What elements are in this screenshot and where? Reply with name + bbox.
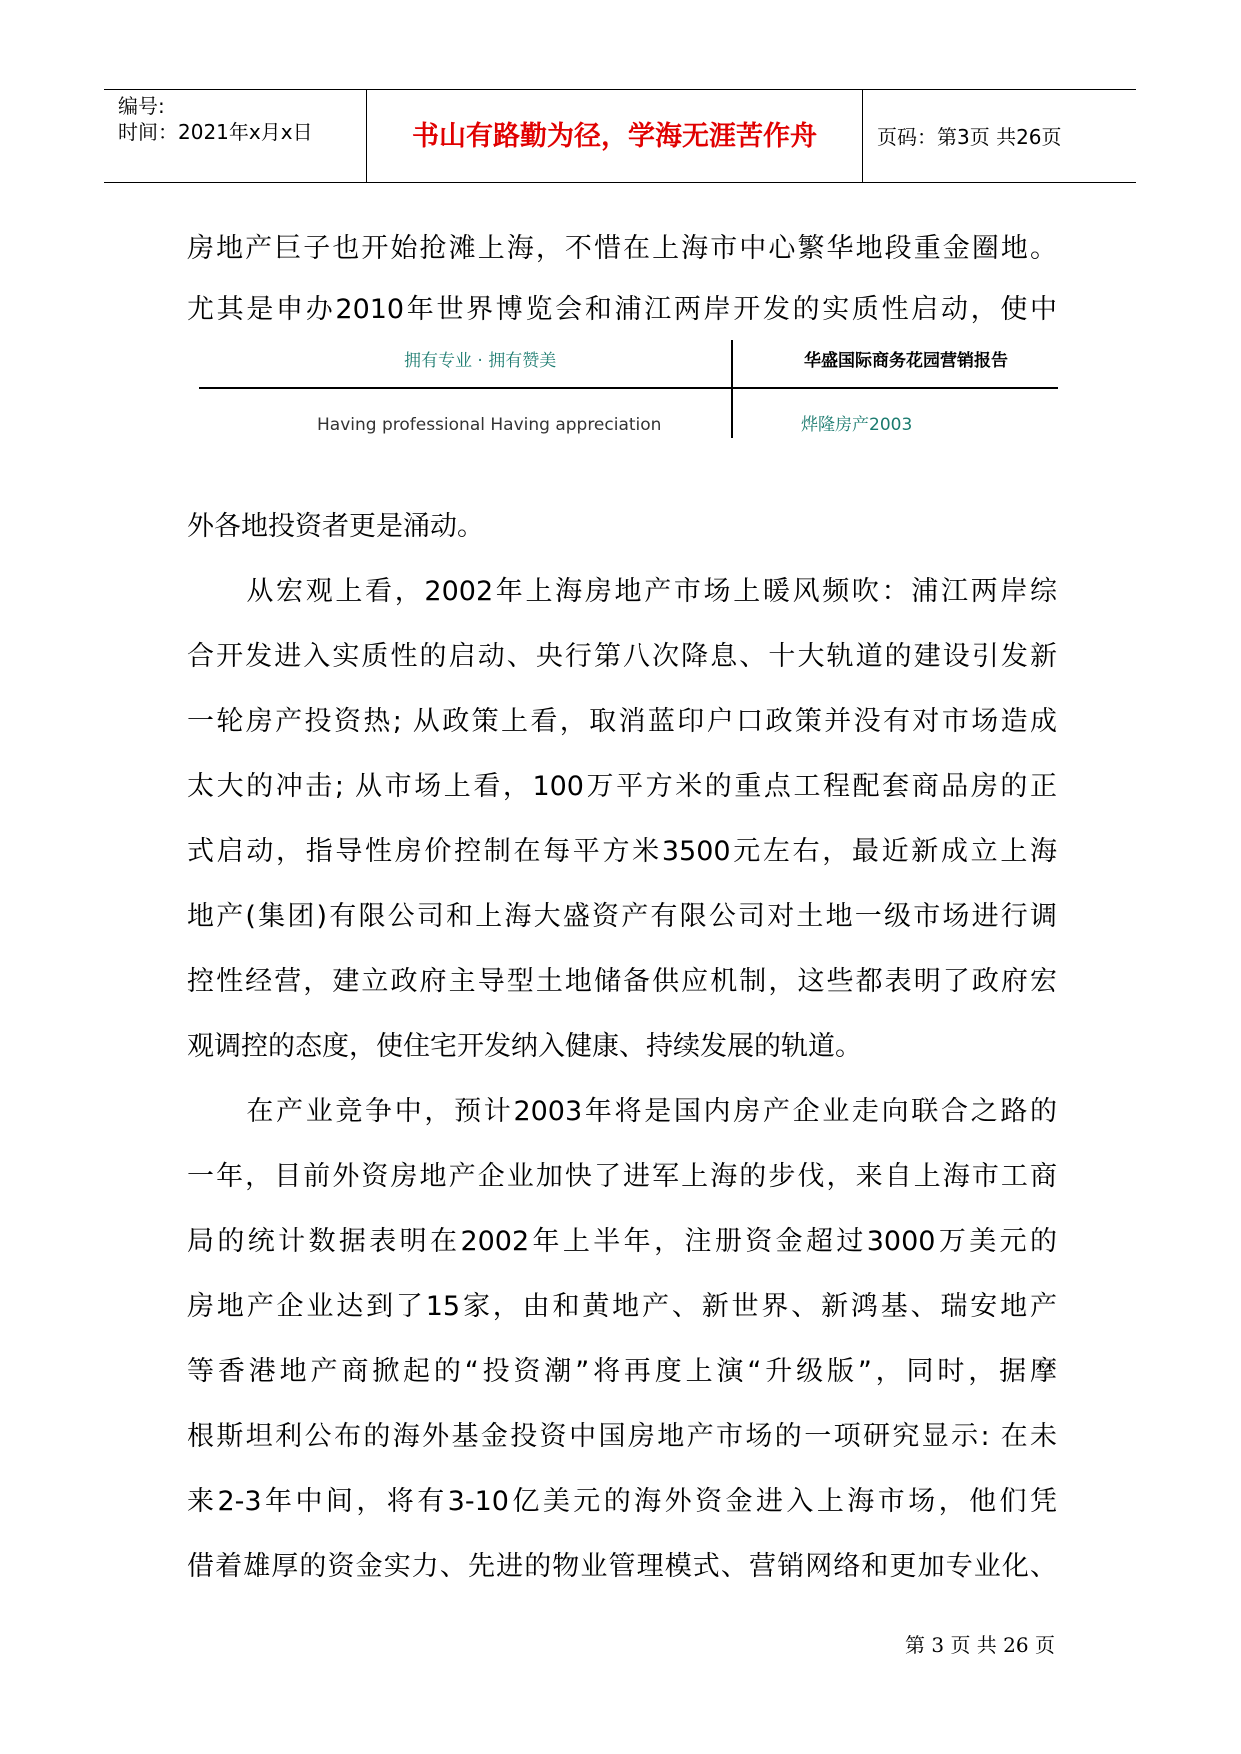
- body-line: 观调控的态度，使住宅开发纳入健康、持续发展的轨道。: [187, 1031, 862, 1062]
- body-line: 在产业竞争中，预计2003年将是国内房产企业走向联合之路的: [187, 1096, 1057, 1127]
- body-line: 借着雄厚的资金实力、先进的物业管理模式、营销网络和更加专业化、: [187, 1551, 1057, 1582]
- body-line: 一年，目前外资房地产企业加快了进军上海的步伐，来自上海市工商: [187, 1161, 1057, 1192]
- document-time-label: 时间：2021年x月x日: [118, 120, 313, 144]
- body-line: 一轮房产投资热; 从政策上看，取消蓝印户口政策并没有对市场造成: [187, 706, 1057, 737]
- header-motto-cell: [367, 90, 863, 182]
- body-line: 来2-3年中间，将有3-10亿美元的海外资金进入上海市场，他们凭: [187, 1486, 1057, 1517]
- body-line: 控性经营，建立政府主导型土地储备供应机制，这些都表明了政府宏: [187, 966, 1057, 997]
- body-line: 从宏观上看，2002年上海房地产市场上暖风频吹：浦江两岸综: [187, 576, 1057, 607]
- running-header-slogan: 拥有专业 · 拥有赞美: [404, 351, 557, 371]
- header-meta-cell: [104, 90, 367, 182]
- body-line: 太大的冲击; 从市场上看，100万平方米的重点工程配套商品房的正: [187, 771, 1057, 802]
- header-page-cell: [863, 90, 1136, 182]
- body-line: 式启动，指导性房价控制在每平方米3500元左右，最近新成立上海: [187, 836, 1057, 867]
- body-line: 外各地投资者更是涌动。: [187, 511, 484, 542]
- running-header-english-slogan: Having professional Having appreciation: [317, 415, 662, 435]
- header-motto: 书山有路勤为径，学海无涯苦作舟: [412, 121, 817, 152]
- document-header: [104, 89, 1136, 183]
- running-header-report-title: 华盛国际商务花园营销报告: [804, 351, 1008, 371]
- body-line: 局的统计数据表明在2002年上半年，注册资金超过3000万美元的: [187, 1226, 1057, 1257]
- running-header-separator: [731, 340, 733, 438]
- body-line: 地产(集团)有限公司和上海大盛资产有限公司对土地一级市场进行调: [187, 901, 1057, 932]
- document-number-label: 编号:: [118, 94, 165, 118]
- body-line: 房地产巨子也开始抢滩上海，不惜在上海市中心繁华地段重金圈地。: [187, 233, 1057, 264]
- header-page-number: 页码：第3页 共26页: [877, 125, 1062, 149]
- running-header-divider: [199, 387, 1058, 389]
- body-line: 尤其是申办2010年世界博览会和浦江两岸开发的实质性启动，使中: [187, 294, 1057, 325]
- body-line: 合开发进入实质性的启动、央行第八次降息、十大轨道的建设引发新: [187, 641, 1057, 672]
- body-line: 等香港地产商掀起的“投资潮”将再度上演“升级版”，同时，据摩: [187, 1356, 1057, 1387]
- body-line: 根斯坦利公布的海外基金投资中国房地产市场的一项研究显示: 在未: [187, 1421, 1057, 1452]
- running-header-brand: 烨隆房产2003: [801, 415, 913, 435]
- footer-page-number: 第 3 页 共 26 页: [905, 1633, 1055, 1657]
- body-line: 房地产企业达到了15家，由和黄地产、新世界、新鸿基、瑞安地产: [187, 1291, 1057, 1322]
- running-header: [199, 340, 1058, 438]
